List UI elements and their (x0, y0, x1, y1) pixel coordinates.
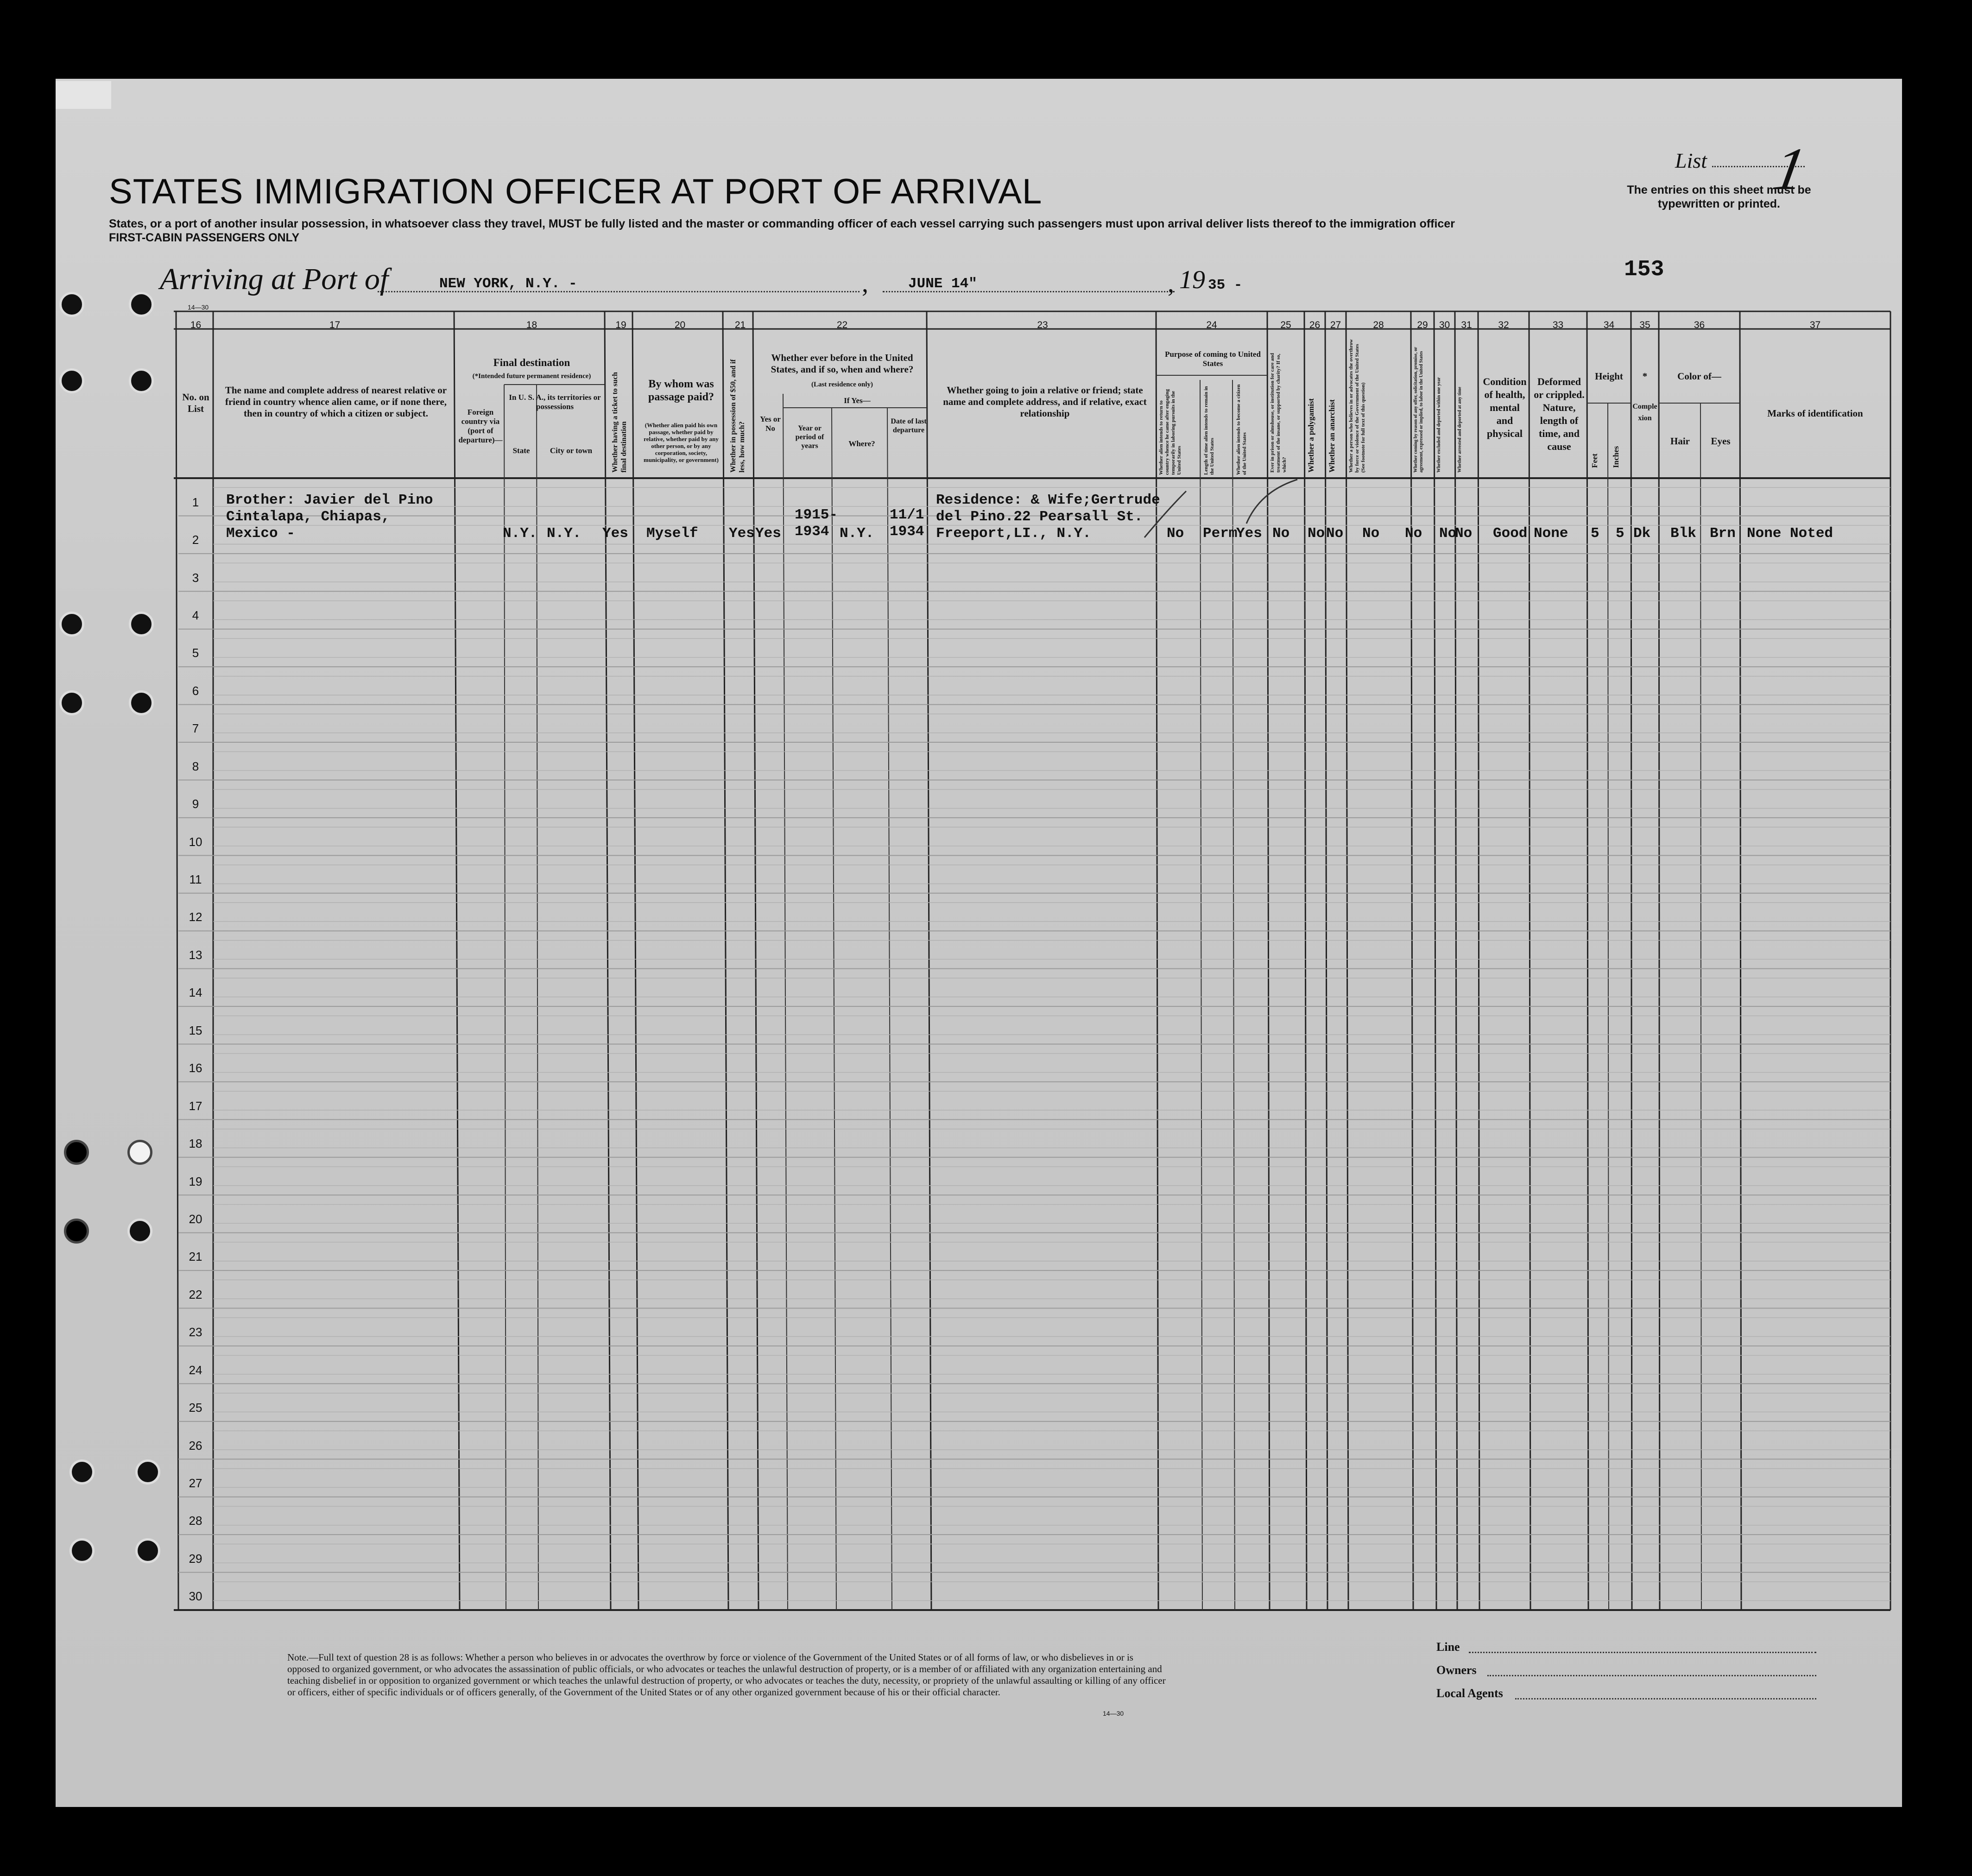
row-number: 14 (189, 985, 202, 1000)
header-relative: The name and complete address of nearest relative or friend in country whence alien came, or if none there, then in country of which a citizen or subject. (225, 385, 447, 419)
header-final-destination-note: (*Intended future permanent residence) (472, 373, 591, 380)
header-inches: Inches (1612, 446, 1620, 468)
row-number: 29 (189, 1551, 202, 1566)
col-num: 21 (734, 320, 746, 330)
col-num: 16 (190, 320, 202, 330)
arrival-date: JUNE 14" (908, 276, 977, 292)
header-height: Height (1595, 371, 1623, 382)
agents-label: Local Agents (1436, 1687, 1503, 1700)
entry-polygamist: No (1308, 525, 1325, 542)
entry-joining-1: Residence: & Wife;Gertrude (936, 492, 1160, 508)
form-code: 14—30 (188, 303, 209, 311)
year-prefix: 19 (1179, 265, 1205, 294)
header-excluded: Whether excluded and deported within one year (1436, 377, 1441, 473)
agents-field (1515, 1698, 1816, 1699)
header-years: Year or period of years (795, 424, 824, 450)
entry-ticket: Yes (602, 525, 628, 542)
entry-before: Yes (755, 525, 781, 542)
row-number: 27 (189, 1476, 202, 1490)
row-number: 20 (189, 1212, 202, 1226)
entry-arrested: No (1455, 525, 1473, 542)
header-feet: Feet (1590, 453, 1599, 468)
col-num: 33 (1552, 320, 1564, 330)
row-number: 18 (189, 1137, 202, 1151)
header-where: Where? (848, 439, 875, 448)
row-number: 15 (189, 1023, 202, 1037)
col-num: 25 (1280, 320, 1291, 330)
header-health: Condition of health, mental and physical (1483, 376, 1527, 439)
comma: , (1168, 269, 1174, 298)
entry-years-1: 1915- (795, 507, 838, 523)
header-list-number: No. on List (182, 392, 209, 414)
col-num: 19 (615, 320, 626, 330)
entry-fifty: Yes (729, 525, 755, 542)
row-number: 19 (189, 1174, 202, 1188)
header-deformed: Deformed or crippled. Nature, length of time, and cause (1534, 376, 1585, 452)
header-yes-no: Yes or No (760, 415, 781, 433)
year-suffix: 35 - (1208, 277, 1243, 293)
col-num: 24 (1206, 320, 1217, 330)
row-number: 10 (189, 834, 202, 849)
entry-eyes: Brn (1710, 525, 1736, 542)
entry-state: N.Y. (503, 525, 537, 542)
relative-line-2: Cintalapa, Chiapas, (226, 509, 390, 525)
entry-excluded: No (1439, 525, 1457, 542)
row-number: 30 (189, 1589, 202, 1604)
row-number: 5 (192, 646, 199, 660)
header-fifty-dollars: Whether in possession of $50, and if less, how much? (729, 359, 746, 473)
sheet-number: 153 (1624, 257, 1664, 282)
header-foreign-port: Foreign country via (port of departure)— (458, 408, 503, 444)
header-asterisk: * (1642, 371, 1648, 382)
header-polygamist: Whether a polygamist (1307, 398, 1315, 473)
row-number: 17 (189, 1099, 202, 1113)
line-field (1469, 1652, 1816, 1653)
header-return: Whether alien intends to return to country whence he came after engaging temporarily in laboring pursuits in the United States (1158, 389, 1182, 475)
row-number: 26 (189, 1438, 202, 1453)
header-hair: Hair (1670, 436, 1690, 447)
arriving-label: Arriving at Port of (160, 262, 389, 296)
row-number: 11 (189, 872, 202, 887)
header-last-residence: (Last residence only) (811, 381, 873, 388)
entry-return: No (1167, 525, 1184, 542)
header-state: State (512, 446, 530, 455)
entry-marks: None Noted (1747, 525, 1833, 542)
row-number: 9 (192, 797, 199, 811)
header-eyes: Eyes (1711, 436, 1731, 447)
row-number: 25 (189, 1401, 202, 1415)
relative-line-3: Mexico - (226, 525, 295, 542)
col-num: 23 (1037, 320, 1048, 330)
header-ticket: Whether having a ticket to such final destination (611, 372, 628, 473)
col-num: 35 (1639, 320, 1650, 330)
header-length: Length of time alien intends to remain in the United States (1203, 386, 1215, 475)
header-anarchist: Whether an anarchist (1327, 399, 1336, 473)
header-q28: Whether a person who believes in or advocates the overthrow by force or violence of the Government of the United States (See footnote for full text of this question) (1348, 339, 1366, 473)
header-marks: Marks of identification (1767, 408, 1863, 419)
entry-where: N.Y. (840, 525, 874, 542)
col-num: 22 (836, 320, 848, 330)
port-value: NEW YORK, N.Y. - (439, 276, 577, 292)
entry-prison: No (1272, 525, 1290, 542)
row-number: 28 (189, 1514, 202, 1528)
header-last-departure: Date of last departure (891, 417, 927, 434)
header-final-destination: Final destination (493, 357, 570, 368)
header-purpose: Purpose of coming to United States (1165, 350, 1261, 368)
instructions-line: States, or a port of another insular possession, in whatsoever class they travel, MUST be fully listed and the master or commanding officer of each vessel carrying such passengers must upon arrival deliver lists thereof to the immigration officer (109, 217, 1455, 230)
row-number: 16 (189, 1061, 202, 1075)
row-number: 23 (189, 1325, 202, 1339)
col-num: 27 (1330, 320, 1341, 330)
col-num: 37 (1809, 320, 1821, 330)
passenger-class: FIRST-CABIN PASSENGERS ONLY (109, 231, 300, 244)
row-number: 13 (189, 947, 202, 962)
row-number: 21 (189, 1250, 202, 1264)
header-joining: Whether going to join a relative or friend; state name and complete address, and if relative, exact relationship (943, 385, 1147, 419)
row-number: 8 (192, 759, 199, 773)
row-number: 3 (192, 570, 199, 585)
entry-health: Good (1493, 525, 1528, 542)
relative-line-1: Brother: Javier del Pino (226, 492, 433, 508)
entry-years-2: 1934 (795, 524, 829, 540)
form-title: STATES IMMIGRATION OFFICER AT PORT OF ARRIVAL (109, 172, 1043, 211)
entry-q29: No (1405, 525, 1422, 542)
header-arrested: Whether arrested and deported at any time (1457, 386, 1462, 473)
col-num: 26 (1309, 320, 1321, 330)
form-code: 14—30 (1103, 1710, 1124, 1717)
header-passage-paid: By whom was passage paid? (648, 378, 714, 403)
col-num: 32 (1498, 320, 1509, 330)
comma: , (862, 269, 868, 298)
entry-joining-3: Freeport,LI., N.Y. (936, 525, 1091, 542)
entry-citizen: Yes (1236, 525, 1262, 542)
header-color: Color of— (1677, 371, 1721, 382)
list-number: 1 (1769, 136, 1811, 202)
entry-hair: Blk (1670, 525, 1696, 542)
entry-complexion: Dk (1633, 525, 1651, 542)
row-number: 12 (189, 910, 202, 924)
col-num: 29 (1417, 320, 1428, 330)
entry-length: Perm (1203, 525, 1238, 542)
col-num: 31 (1461, 320, 1472, 330)
entries-note: The entries on this sheet must be typewritten or printed. (1627, 183, 1811, 210)
header-q29: Whether coming by reason of any offer, solicitation, promise, or agreement, expressed or implied, to labor in the United States (1413, 347, 1424, 473)
row-number: 6 (192, 683, 199, 698)
question-28-note: Note.—Full text of question 28 is as follows: Whether a person who believes in or advocates the overthrow by force or violence of the Government of the United States or of all forms of law, or who disbelieves in or is opposed to organized government, or who advocates the assassination of public officials, or who advocates or teaches the unlawful destruction of property, or is a member of or affiliated with any organization entertaining and teaching disbelief in or opposition to organized government or which teaches the unlawful destruction of property, or who advocates or teaches the duty, necessity, or propriety of the unlawful assaulting or killing of any officer or officers, either of specific individuals or of officers generally, of the Government of the United States or of any other organized government because of his or their official character. (287, 1652, 1166, 1698)
col-num: 28 (1373, 320, 1384, 330)
entry-deformed: None (1534, 525, 1568, 542)
row-number: 2 (192, 533, 199, 547)
header-prison: Ever in prison or almshouse, or institution for care and treatment of the insane, or supported by charity? If so, which? (1270, 353, 1287, 473)
col-num: 34 (1603, 320, 1615, 330)
entry-anarchist: No (1326, 525, 1344, 542)
entry-city: N.Y. (547, 525, 581, 542)
row-number: 4 (192, 608, 199, 623)
entry-paid-by: Myself (646, 525, 698, 542)
col-num: 17 (329, 320, 341, 330)
row-number: 22 (189, 1287, 202, 1301)
list-label: List (1675, 149, 1707, 172)
line-label: Line (1436, 1640, 1460, 1654)
owners-field (1487, 1675, 1816, 1676)
header-citizen: Whether alien intends to become a citizen of the United States (1236, 384, 1247, 475)
entry-q28: No (1362, 525, 1380, 542)
col-num: 36 (1694, 320, 1705, 330)
header-usa: In U. S. A., its territories or possessions (509, 393, 601, 411)
row-number: 1 (192, 495, 199, 509)
row-number: 7 (192, 721, 199, 736)
header-passage-note: (Whether alien paid his own passage, whether paid by relative, whether paid by any other person, or by any corporation, society, municipality, or government) (644, 422, 719, 463)
header-if-yes: If Yes— (844, 396, 871, 405)
col-num: 20 (674, 320, 686, 330)
header-city: City or town (550, 446, 593, 455)
entry-feet: 5 (1591, 525, 1599, 542)
col-num: 30 (1439, 320, 1450, 330)
entry-joining-2: del Pino.22 Pearsall St. (936, 509, 1143, 525)
entry-inches: 5 (1616, 525, 1624, 542)
header-before-in-us: Whether ever before in the United States, and if so, when and where? (771, 352, 914, 375)
row-number: 24 (189, 1363, 202, 1377)
entry-departure-1: 11/1 (890, 507, 924, 523)
header-complexion: Complexion (1632, 403, 1657, 422)
entry-departure-2: 1934 (890, 524, 924, 540)
owners-label: Owners (1436, 1663, 1477, 1677)
col-num: 18 (526, 320, 537, 330)
